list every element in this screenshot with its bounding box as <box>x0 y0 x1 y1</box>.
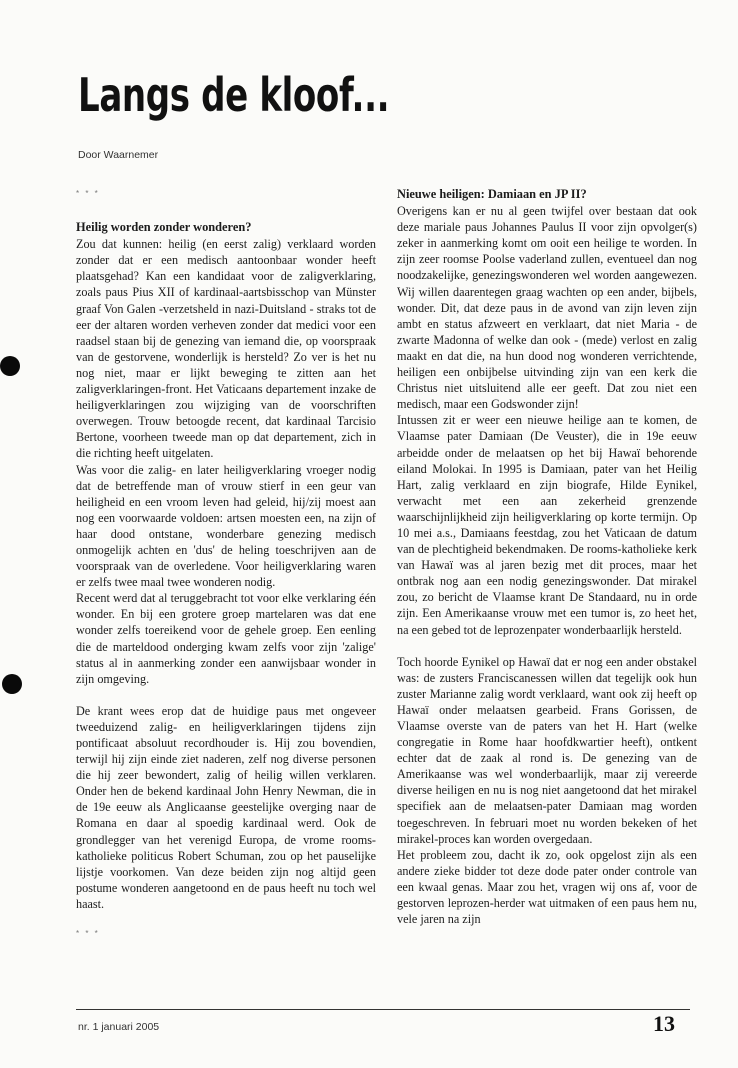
paragraph-gap <box>76 687 376 703</box>
body-paragraph: De krant wees erop dat de huidige paus met ongeveer tweeduizend zalig- en heiligverklaringen tijdens zijn pontificaat absoluut recordhouder is. Hij zou bovendien, terwijl hij zijn einde ziet naderen, zelf nog diverse personen die hij zeer bewondert, zalig of heilig willen verklaren. Onder hen de bekend kardinaal John Henry Newman, die in de 19e eeuw als Anglicaanse geestelijke overging naar de Romana en daar al spoedig kardinaal werd. Ook de grondlegger van het verenigd Europa, de vrome rooms-katholieke politicus Robert Schuman, zou op het pauselijke lijstje voorkomen. Van deze beiden zijn nog altijd geen postume wonderen aangetoond en de paus heeft nu toch wel haast. <box>76 703 376 911</box>
binder-hole-icon <box>0 356 20 376</box>
article-byline: Door Waarnemer <box>78 149 159 161</box>
section-separator-bottom: * * * <box>76 929 100 939</box>
right-column <box>397 186 697 927</box>
body-paragraph: Intussen zit er weer een nieuwe heilige aan te komen, de Vlaamse pater Damiaan (De Veuster), die in 19e eeuw arbeidde onder de melaatsen op het bij Hawaï behorende eiland Molokai. In 1995 is Damiaan, pater van het Heilig Hart, zalig verklaard en zijn biografe, Hilde Eynikel, verwacht met een aan zekerheid grenzende waarschijnlijkheid zijn heiligverklaring op korte termijn. Op 10 mei a.s., Damiaans feestdag, zou het Vaticaan de datum van de plechtigheid bekendmaken. De rooms-katholieke kerk van Hawaï was al jaren bezig met dit proces, maar het ontbrak nog aan een nodig genezingswonder. Dat mirakel zou, zo bericht de Vlaamse krant De Standaard, nu in orde zijn. Een Amerikaanse vrouw met een tumor is, zo heet het, na een gebed tot de leprozenpater wonderbaarlijk hersteld. <box>397 413 697 637</box>
page-number: 13 <box>653 1011 675 1036</box>
body-paragraph: Was voor die zalig- en later heiligverklaring vroeger nodig dat de betreffende man of vrouw stierf in een geur van heiligheid en een vroom leven had geleid, hij/zij moest aan nog een voorwaarde voldoen: artsen moesten een, na zijn of haar dood ontstane, wonderbare genezing medisch onmogelijk achten en 'dus' de heling toeschrijven aan de voorspraak van de overledene. Voor heiligverklaring waren er zelfs twee maal twee wonderen nodig. <box>76 462 376 590</box>
binder-hole-icon <box>2 674 22 694</box>
body-paragraph: Het probleem zou, dacht ik zo, ook opgelost zijn als een andere zieke bidder tot deze dode pater onder controle van een kwaal genas. Maar zou het, vragen wij ons af, voor de gestorven leprozen-herder wat uitmaken of een paus hem nu, vele jaren na zijn <box>397 847 697 927</box>
article-title: Langs de kloof... <box>78 68 390 122</box>
left-column <box>76 186 376 942</box>
body-paragraph: Recent werd dat al teruggebracht tot voor elke verklaring één wonder. En bij een grotere groep martelaren was dat ene wonder zelfs toereikend voor de gehele groep. Een eenling die de marteldood onderging kwam zelfs voor zijn 'zalige' status al in aanmerking zonder een aanwijsbaar wonder in zijn omgeving. <box>76 591 376 686</box>
section-separator-top: * * * <box>76 189 100 198</box>
footer-rule <box>76 1009 690 1010</box>
issue-label: nr. 1 januari 2005 <box>78 1021 160 1033</box>
section-heading-heilig-worden: Heilig worden zonder wonderen? <box>76 220 252 235</box>
section-heading-nieuwe-heiligen: Nieuwe heiligen: Damiaan en JP II? <box>397 187 587 201</box>
body-paragraph: Toch hoorde Eynikel op Hawaï dat er nog een ander obstakel was: de zusters Franciscanessen willen dat tegelijk ook hun zuster Marianne zalig wordt verklaard, want ook zij heeft op Hawaï onder melaatsen gearbeid. Frans Gorissen, de Vlaamse overste van de paters van het H. Hart (welke congregatie in Rome haar hoofdkwartier heeft), ontkent echter dat de zaak al rond is. De genezing van de Amerikaanse was wel wonderbaarlijk, maar zij vereerde diverse heiligen en nu is nog niet aangetoond dat het mirakel specifiek aan de melaatsen-pater Damiaan mag worden toegeschreven. In februari moet nu worden bekeken of het mirakel-proces kan worden overgedaan. <box>397 654 697 846</box>
body-paragraph: Overigens kan er nu al geen twijfel over bestaan dat ook deze mariale paus Johannes Paulus II voor zijn opvolger(s) zeker in aanmerking komt om ooit een heilige te worden. In zijn zeer roomse Poolse vaderland zullen, eventueel dan nog noodzakelijke, genezingswonderen wel worden aangewezen. Wij willen daarentegen graag wachten op een ander, bijbels, wonder. Dit, dat deze paus in de avond van zijn leven zijn ambt en status afzweert en verklaart, dat niet Maria - de zwarte Madonna of welke dan ook - (mede) verlost en zalig maakt en dat die, na hun dood nog wonderen verrichtende, heiligen een onbijbelse uitvinding zijn van een kerk die Christus niet uitsluitend alle eer geeft. Dat zou niet een medisch, maar een Godswonder zijn! <box>397 204 697 412</box>
body-paragraph: Zou dat kunnen: heilig (en eerst zalig) verklaard worden zonder dat er een medisch aantoonbaar wonder heeft plaatsgehad? Kan een kandidaat voor de zaligverklaring, zoals paus Pius XII of kardinaal-aartsbisschop van Münster graaf Von Galen -verzetsheld in nazi-Duitsland - straks tot de eer der altaren worden verheven zonder dat medici voor een raadsel staan bij de genezing van iemand die, op voorspraak van de gestorvene, wonderlijk is hersteld? Zo ver is het nu nog niet, maar er lijkt beweging te zitten aan het zaligverklaringen-front. Het Vaticaans departement inzake de heiligverklaringen zou wijziging van de voorschriften overwegen. Trouw betoogde recent, dat kardinaal Tarcisio Bertone, voorheen tweede man op dat departement, zich in die richting heeft uitgelaten. <box>76 237 376 461</box>
paragraph-gap <box>397 638 697 654</box>
